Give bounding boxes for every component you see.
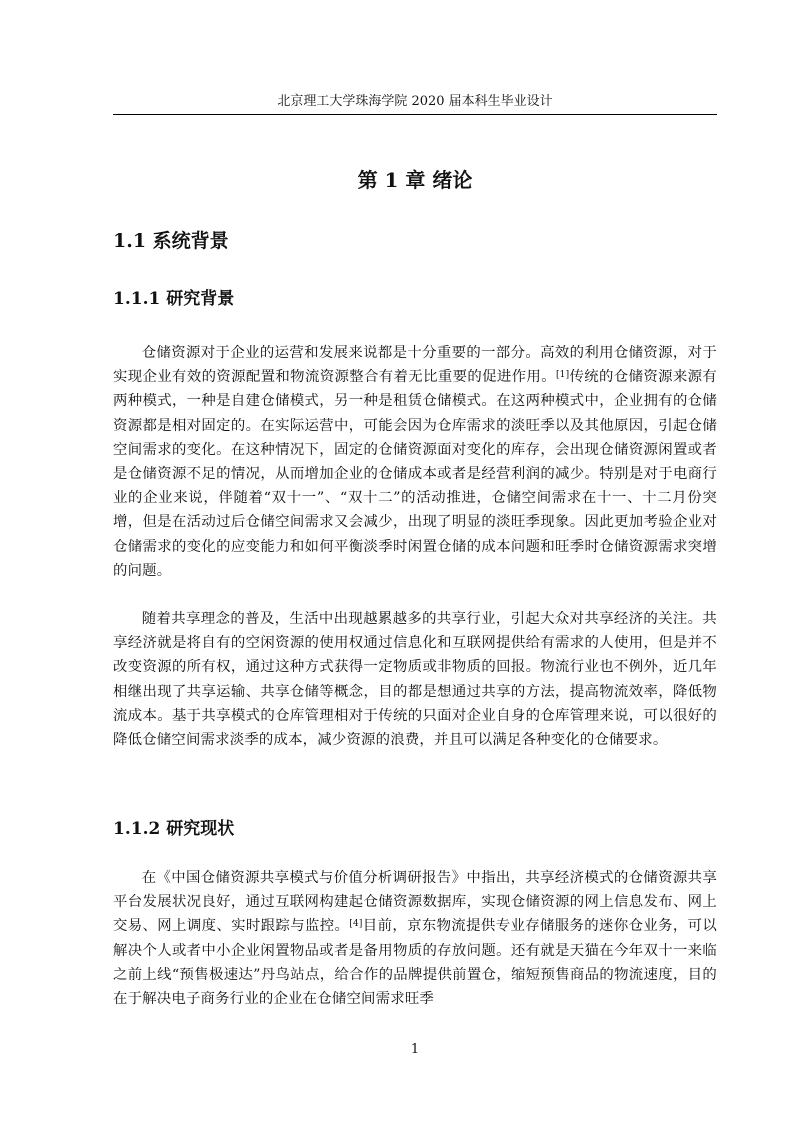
- section-heading-1-1: 1.1 系统背景: [113, 230, 229, 252]
- paragraph-text: 仓储资源对于企业的运营和发展来说都是十分重要的一部分。高效的利用仓储资源，对于实现企业有效的资源配置和物流资源整合有着无比重要的促进作用。: [113, 345, 717, 386]
- section-heading-1-1-2: 1.1.2 研究现状: [113, 819, 235, 839]
- paragraph-research-status-1: [113, 866, 717, 1011]
- chapter-title: 第 1 章 绪论: [357, 168, 473, 192]
- page-header: 北京理工大学珠海学院 2020 届本科生毕业设计: [277, 94, 553, 109]
- section-heading-1-1-1: 1.1.1 研究背景: [113, 289, 235, 309]
- citation-ref: [4]: [349, 919, 363, 930]
- paragraph-text: 目前，京东物流提供专业存储服务的迷你仓业务，可以解决个人或者中小企业闲置物品或者是备用物质的存放问题。还有就是天猫在今年双十一来临之前上线“预售极速达”丹鸟站点，给合作的品牌提供前置仓，缩短预售商品的物流速度，目的在于解决电子商务行业的企业在仓储空间需求旺季: [113, 918, 718, 1008]
- paragraph-research-background-2: 随着共享理念的普及，生活中出现越累越多的共享行业，引起大众对共享经济的关注。共享经济就是将自有的空闲资源的使用权通过信息化和互联网提供给有需求的人使用，但是并不改变资源的所有权，通过这种方式获得一定物质或非物质的回报。物流行业也不例外，近几年相继出现了共享运输、共享仓储等概念，目的都是想通过共享的方法，提高物流效率，降低物流成本。基于共享模式的仓库管理相对于传统的只面对企业自身的仓库管理来说，可以很好的降低仓储空间需求淡季的成本，减少资源的浪费，并且可以满足各种变化的仓储要求。: [113, 611, 717, 749]
- paragraph-research-background-1: [113, 341, 717, 583]
- header-rule: [113, 114, 717, 115]
- citation-ref: [1]: [555, 370, 570, 381]
- paragraph-text: 在《中国仓储资源共享模式与价值分析调研报告》中指出，共享经济模式的仓储资源共享平台发展状况良好，通过互联网构建起仓储资源数据库，实现仓储资源的网上信息发布、网上交易、网上调度、实时跟踪与监控。: [113, 870, 717, 935]
- page-number: 1: [410, 1042, 420, 1057]
- paragraph-text: 传统的仓储资源来源有两种模式，一种是自建仓储模式，另一种是租赁仓储模式。在这两种模式中，企业拥有的仓储资源都是相对固定的。在实际运营中，可能会因为仓库需求的淡旺季以及其他原因，引起仓储空间需求的变化。在这种情况下，固定的仓储资源面对变化的库存，会出现仓储资源闲置或者是仓储资源不足的情况，从而增加企业的仓储成本或者是经营利润的减少。特别是对于电商行业的企业来说，伴随着“双十一”、“双十二”的活动推进，仓储空间需求在十一、十二月份突增，但是在活动过后仓储空间需求又会减少，出现了明显的淡旺季现象。因此更加考验企业对仓储需求的变化的应变能力和如何平衡淡季时闲置仓储的成本问题和旺季时仓储资源需求突增的问题。: [113, 369, 717, 579]
